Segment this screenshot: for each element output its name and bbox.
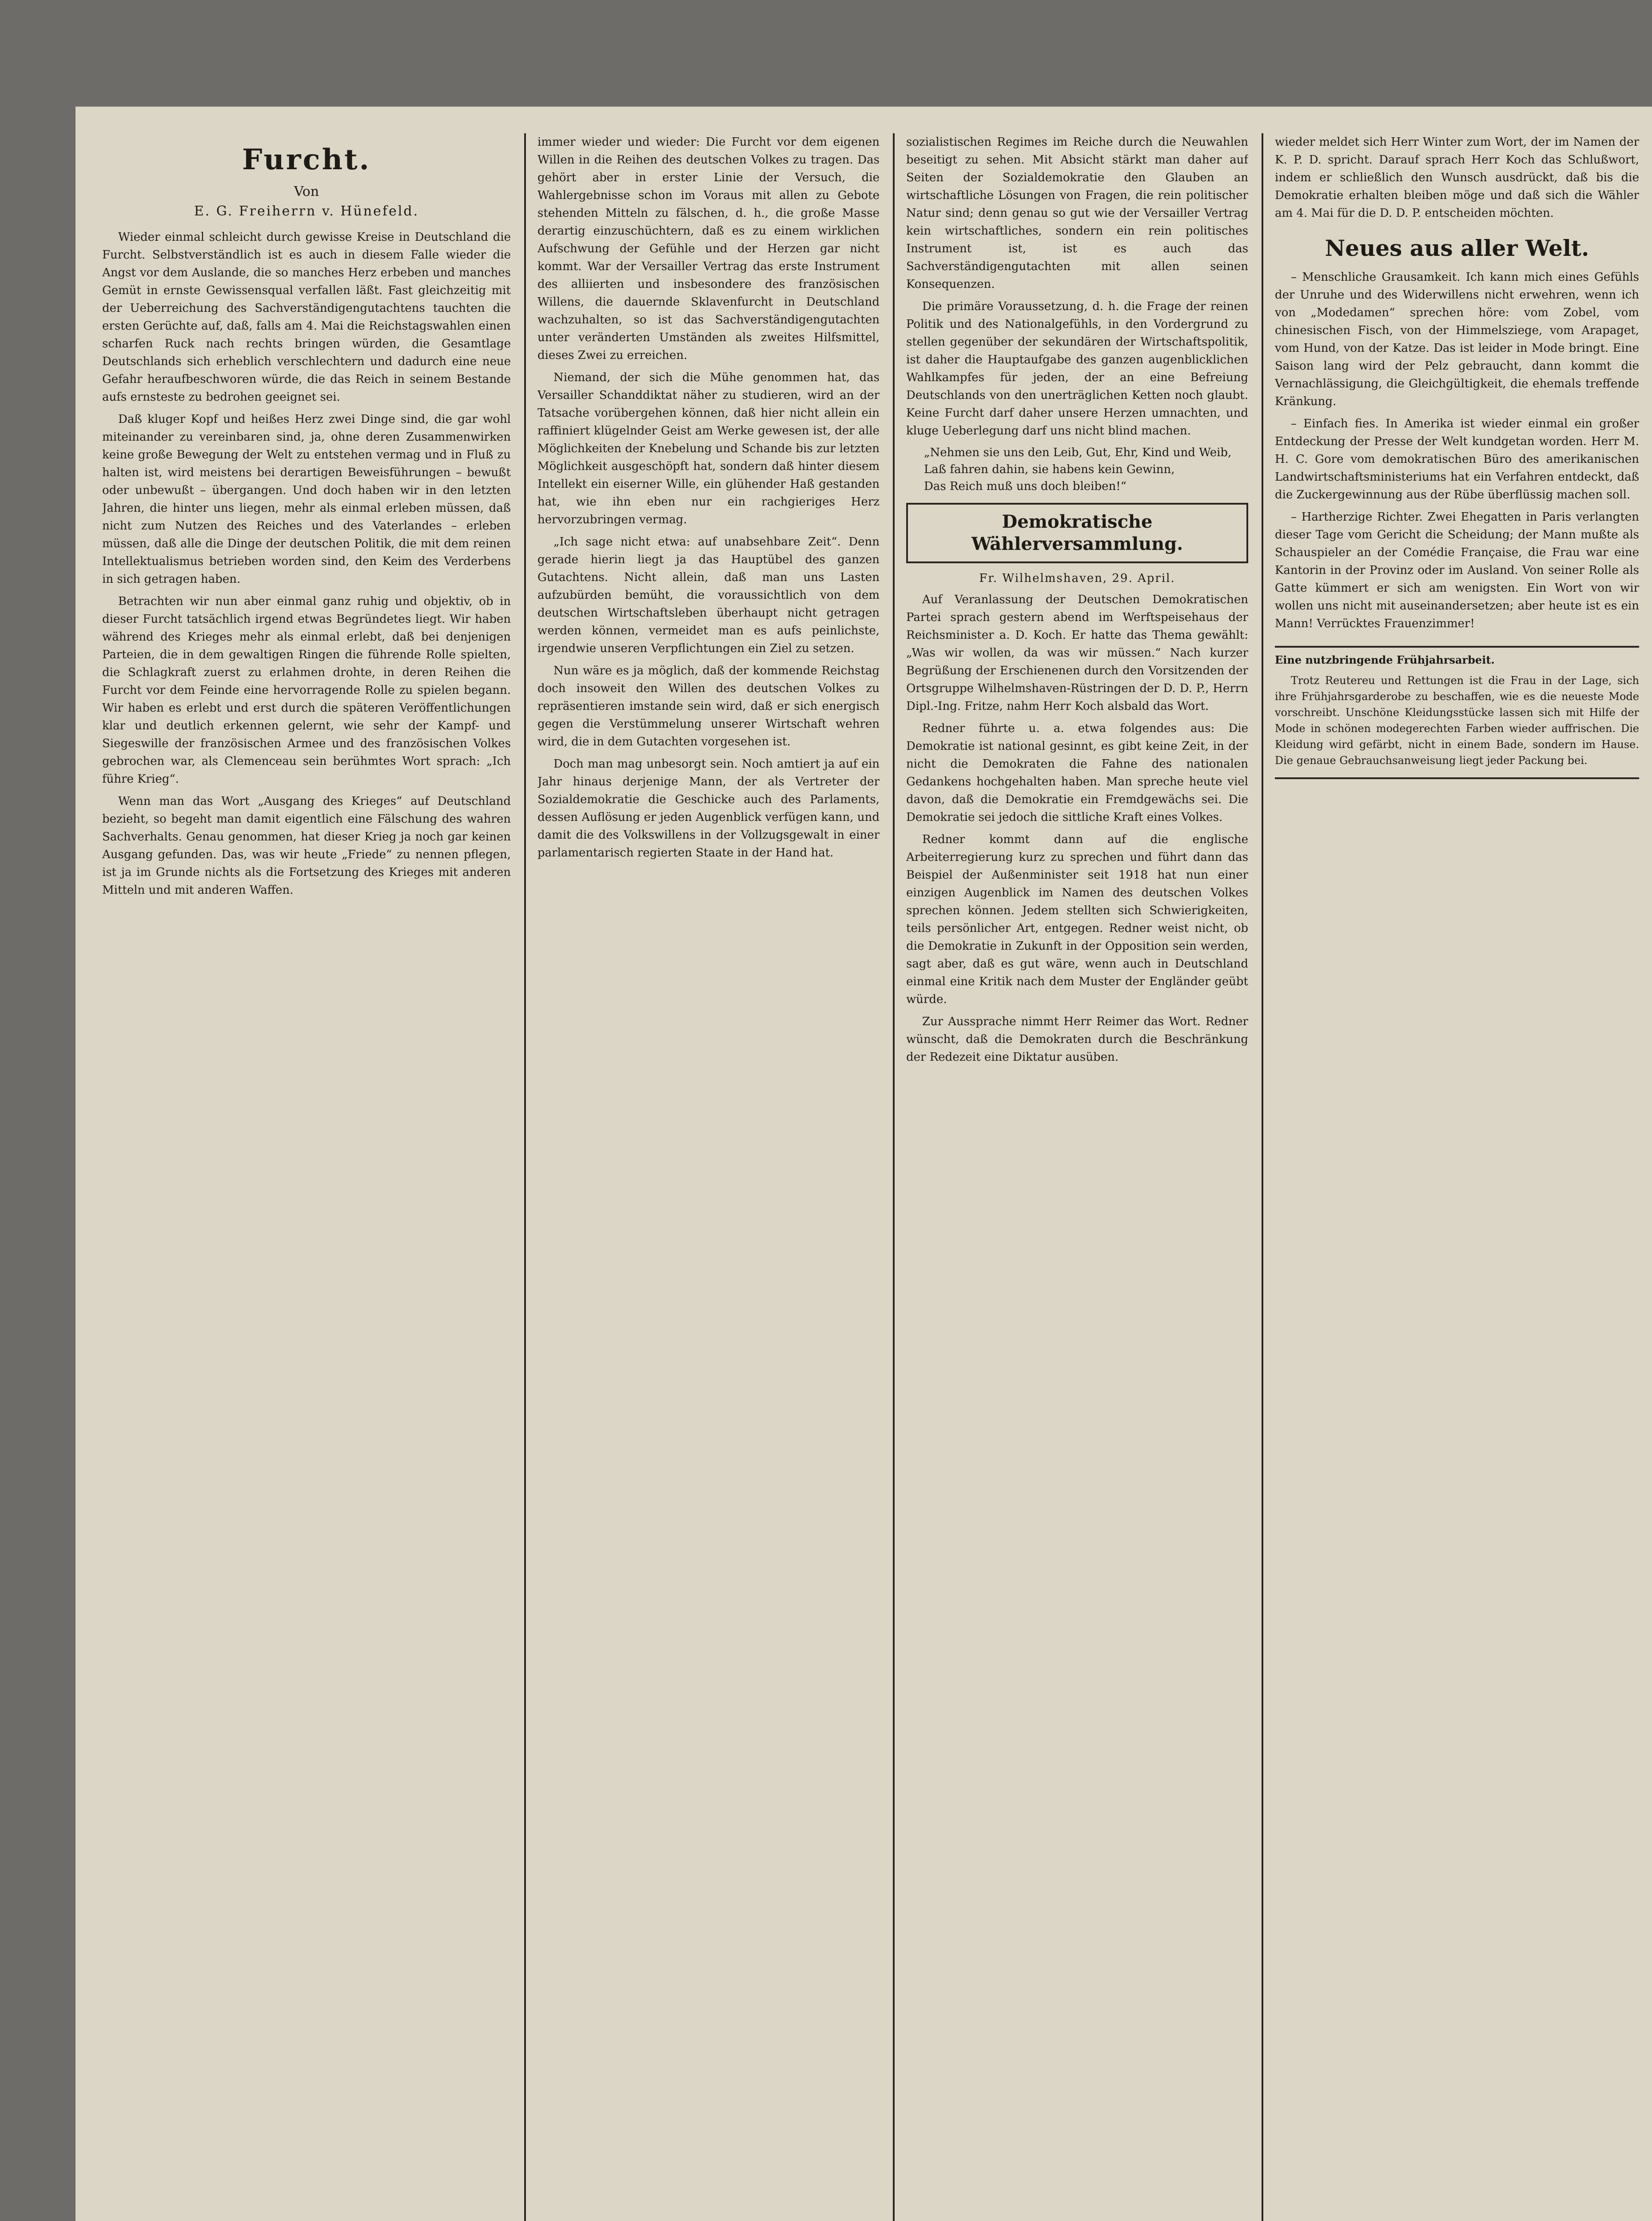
column-4 — [1275, 133, 1639, 2221]
notice-box — [1275, 646, 1639, 779]
paragraph: wieder meldet sich Herr Winter zum Wort, der im Namen der K. P. D. spricht. Darauf sprach Herr Koch das Schlußwort, indem er schließlich den Wunsch ausdrückt, daß bis die Demokratie erhalten bleiben möge und daß sich die Wähler am 4. Mai für die D. D. P. entscheiden möchten. — [1275, 135, 1639, 220]
paragraph: Wenn man das Wort „Ausgang des Krieges“ auf Deutschland bezieht, so begeht man damit eigentlich eine Fälschung des wahren Sachverhalts. Genau genommen, hat dieser Krieg ja noch gar keinen Ausgang gefunden. Das, was wir heute „Friede“ zu nennen pflegen, ist ja im Grunde nichts als die Fortsetzung des Krieges mit anderen Mitteln und mit anderen Waffen. — [102, 795, 511, 897]
paragraph: Betrachten wir nun aber einmal ganz ruhig und objektiv, ob in dieser Furcht tatsächlich irgend etwas Begründetes liegt. Wir haben während des Krieges mehr als einmal erlebt, daß bei denjenigen Parteien, die in dem gewaltigen Ringen die führende Rolle spielten, die Schlagkraft zuerst zu erlahmen drohte, in deren Reihen die Furcht vor dem Feinde eine hervorragende Rolle zu spielen begann. Wir haben es erlebt und erst durch die späteren Veröffentlichungen klar und deutlich erkennen gelernt, wie sehr der Kampf- und Siegeswille der französischen Armee und des französischen Volkes gebrochen war, als Clemenceau sein berühmtes Wort sprach: „Ich führe Krieg“. — [102, 595, 511, 786]
section-box-title: Demokratische Wählerversammlung. — [906, 503, 1248, 563]
paragraph: Die primäre Voraussetzung, d. h. die Frage der reinen Politik und des Nationalgefühls, in den Vordergrund zu stellen gegenüber der sekundären der Wirtschaftspolitik, ist daher die Hauptaufgabe des ganzen augenblicklichen Wahlkampfes für jeden, der an eine Befreiung Deutschlands von den unerträglichen Ketten noch glaubt. Keine Furcht darf daher unsere Herzen umnachten, und kluge Ueberlegung darf uns nicht blind machen. — [906, 300, 1248, 438]
poem-line: Das Reich muß uns doch bleiben!“ — [924, 480, 1127, 493]
section-title: Neues aus aller Welt. — [1325, 235, 1589, 261]
paragraph: Redner führte u. a. etwa folgendes aus: Die Demokratie ist national gesinnt, es gibt keine Zeit, in der nicht die Demokraten die Fahne des nationalen Gedankens hochgehalten haben. Man spreche heute viel davon, daß die Demokratie ein Fremdgewächs sei. Die Demokratie sei jedoch die sittliche Kraft eines Volkes. — [906, 722, 1248, 824]
notice-title: Eine nutzbringende Frühjahrsarbeit. — [1275, 653, 1495, 666]
poem-quote — [906, 444, 1248, 495]
column-rule-1 — [524, 133, 526, 2221]
paragraph: Zur Aussprache nimmt Herr Reimer das Wort. Redner wünscht, daß die Demokraten durch die Beschränkung der Redezeit eine Diktatur ausüben. — [906, 1015, 1248, 1064]
paragraph: Daß kluger Kopf und heißes Herz zwei Dinge sind, die gar wohl miteinander zu vereinbaren sind, ja, ohne deren Zusammenwirken keine große Bewegung der Welt zu entstehen vermag und in Fluß zu halten ist, wird meistens bei derartigen Beweisführungen – bewußt oder unbewußt – übergangen. Und doch haben wir in den letzten Jahren, die hinter uns liegen, mehr als einmal erleben müssen, daß nicht zum Nutzen des Reiches und des Vaterlandes – erleben müssen, daß alle die Dinge der deutschen Politik, die mit dem reinen Intellektualismus betrieben worden sind, den Keim des Verderbens in sich getragen haben. — [102, 413, 511, 586]
paragraph: Niemand, der sich die Mühe genommen hat, das Versailler Schanddiktat näher zu studieren, wird an der Tatsache vorübergehen können, daß hier nicht allein ein raffiniert klügelnder Geist am Werke gewesen ist, der alle Möglichkeiten der Knebelung und Schande bis zur letzten Möglichkeit ausgeschöpft hat, sondern daß hinter diesem Intellekt ein eiserner Wille, ein glühender Haß gestanden hat, wie ihn eben nur ein rachgieriges Herz hervorzubringen vermag. — [537, 371, 880, 526]
news-item: – Menschliche Grausamkeit. Ich kann mich eines Gefühls der Unruhe und des Widerwillens nicht erwehren, wenn ich von „Modedamen“ sprechen höre: vom Zobel, vom chinesischen Fisch, von der Himmelsziege, vom Arapaget, vom Hund, von der Katze. Das ist leider in Mode bringt. Eine Saison lang wird der Pelz gebraucht, dann kommt die Vernachlässigung, die Gleichgültigkeit, die ehemals treffende Kränkung. — [1275, 271, 1639, 408]
poem-line: „Nehmen sie uns den Leib, Gut, Ehr, Kind und Weib, — [924, 446, 1232, 459]
paragraph: Auf Veranlassung der Deutschen Demokratischen Partei sprach gestern abend im Werftspeisehaus der Reichsminister a. D. Koch. Er hatte das Thema gewählt: „Was wir wollen, da was wir müssen.“ Nach kurzer Begrüßung der Erschienenen durch den Vorsitzenden der Ortsgruppe Wilhelmshaven-Rüstringen der D. D. P., Herrn Dipl.-Ing. Fritze, nahm Herr Koch alsbald das Wort. — [906, 593, 1248, 713]
paragraph: sozialistischen Regimes im Reiche durch die Neuwahlen beseitigt zu sehen. Mit Absicht stärkt man daher auf Seiten der Sozialdemokratie den Glauben an wirtschaftliche Lösungen von Fragen, die rein politischer Natur sind; denn genau so gut wie der Versailler Vertrag kein wirtschaftliches, sondern ein rein politisches Instrument ist, ist es auch das Sachverständigengutachten mit allen seinen Konsequenzen. — [906, 135, 1248, 291]
notice-text: Trotz Reutereu und Rettungen ist die Frau in der Lage, sich ihre Frühjahrsgarderobe zu beschaffen, wie es die neueste Mode vorschreibt. Unschöne Kleidungsstücke lassen sich mit Hilfe der Mode in schönen modegerechten Farben wieder auffrischen. Die Kleidung wird gefärbt, nicht in einem Bade, sondern im Hause. Die genaue Gebrauchsanweisung liegt jeder Packung bei. — [1275, 674, 1639, 767]
paragraph: immer wieder und wieder: Die Furcht vor dem eigenen Willen in die Reihen des deutschen Volkes zu tragen. Das gehört aber in erster Linie der Versuch, die Wahlergebnisse schon im Voraus mit allen zu Gebote stehenden Mitteln zu fälschen, d. h., die große Masse derartig einzuschüchtern, daß es zu einem wirklichen Aufschwung der Gefühle und der Herzen gar nicht kommt. War der Versailler Vertrag das erste Instrument des alliierten und insbesondere des französischen Willens, die dauernde Sklavenfurcht in Deutschland wachzuhalten, so ist das Sachverständigengutachten unter veränderten Umständen als zweites Hilfsmittel, dieses Zwei zu erreichen. — [537, 135, 880, 362]
column-rule-2 — [893, 133, 895, 2221]
paragraph: Redner kommt dann auf die englische Arbeiterregierung kurz zu sprechen und führt dann das Beispiel der Außenminister seit 1918 hat nun einer einzigen Augenblick im Namen des deutschen Volkes sprechen können. Jedem stellten sich Schwierigkeiten, teils persönlicher Art, entgegen. Redner weist nicht, ob die Demokratie in Zukunft in der Opposition sein werden, sagt aber, daß es gut wäre, wenn auch in Deutschland einmal eine Kritik nach dem Muster der Engländer geübt würde. — [906, 833, 1248, 1006]
paragraph: Doch man mag unbesorgt sein. Noch amtiert ja auf ein Jahr hinaus derjenige Mann, der als Vertreter der Sozialdemokratie die Geschicke auch des Parlaments, dessen Auflösung er jeden Augenblick verfügen kann, und damit die des Volkswillens in der Vollzugsgewalt in einer parlamentarisch regierten Staate in der Hand hat. — [537, 757, 880, 860]
author-name: E. G. Freiherrn v. Hünefeld. — [194, 203, 419, 219]
paragraph: Wieder einmal schleicht durch gewisse Kreise in Deutschland die Furcht. Selbstverständlich ist es auch in diesem Falle wieder die Angst vor dem Auslande, die so manches Herz erbeben und manches Gemüt in ernste Gewissensqual verfallen läßt. Fast gleichzeitig mit der Ueberreichung des Sachverständigengutachtens tauchten die ersten Gerüchte auf, daß, falls am 4. Mai die Reichstagswahlen einen scharfen Ruck nach rechts bringen würden, die Gesamtlage Deutschlands sich erheblich verschlechtern und dadurch eine neue Gefahr heraufbeschworen würde, die das Reich in seinem Bestande aufs ernsteste zu bedrohen geeignet sei. — [102, 231, 511, 404]
paragraph: Nun wäre es ja möglich, daß der kommende Reichstag doch insoweit den Willen des deutschen Volkes zu repräsentieren imstande sein wird, daß er sich energisch gegen die Verstümmelung unserer Wirtschaft wehren wird, die in dem Gutachten vorgesehen ist. — [537, 664, 880, 748]
column-3 — [906, 133, 1248, 2221]
byline-von: Von — [294, 184, 319, 199]
article-title: Furcht. — [242, 143, 371, 176]
dateline: Fr. Wilhelmshaven, 29. April. — [979, 572, 1175, 585]
paragraph: „Ich sage nicht etwa: auf unabsehbare Zeit“. Denn gerade hierin liegt ja das Hauptübel des ganzen Gutachtens. Nicht allein, daß man uns Lasten aufzubürden bemüht, die voraussichtlich von dem deutschen Wirtschaftsleben überhaupt nicht getragen werden können, vermeidet man es aufs peinlichste, irgendwie unseren Verpflichtungen ein Ziel zu setzen. — [537, 535, 880, 655]
newspaper-page — [76, 107, 1652, 2221]
column-1 — [102, 133, 511, 2221]
news-item: – Einfach fies. In Amerika ist wieder einmal ein großer Entdeckung der Presse der Welt kundgetan worden. Herr M. H. C. Gore vom demokratischen Büro des amerikanischen Landwirtschaftsministeriums hat ein Verfahren entdeckt, daß die Zuckergewinnung aus der Rübe überflüssig machen soll. — [1275, 417, 1639, 502]
poem-line: Laß fahren dahin, sie habens kein Gewinn, — [924, 463, 1175, 476]
news-item: – Hartherzige Richter. Zwei Ehegatten in Paris verlangten dieser Tage vom Gericht die Scheidung; der Mann mußte als Schauspieler an der Comédie Française, die Frau war eine Kantorin in der Provinz oder im Ausland. Von seiner Rolle als Gatte kümmert er sich am wenigsten. Ein Wort von wir wollen uns nicht mit auseinandersetzen; aber heute ist es ein Mann! Verrücktes Frauenzimmer! — [1275, 510, 1639, 630]
column-2 — [537, 133, 880, 2221]
column-rule-3 — [1262, 133, 1263, 2221]
